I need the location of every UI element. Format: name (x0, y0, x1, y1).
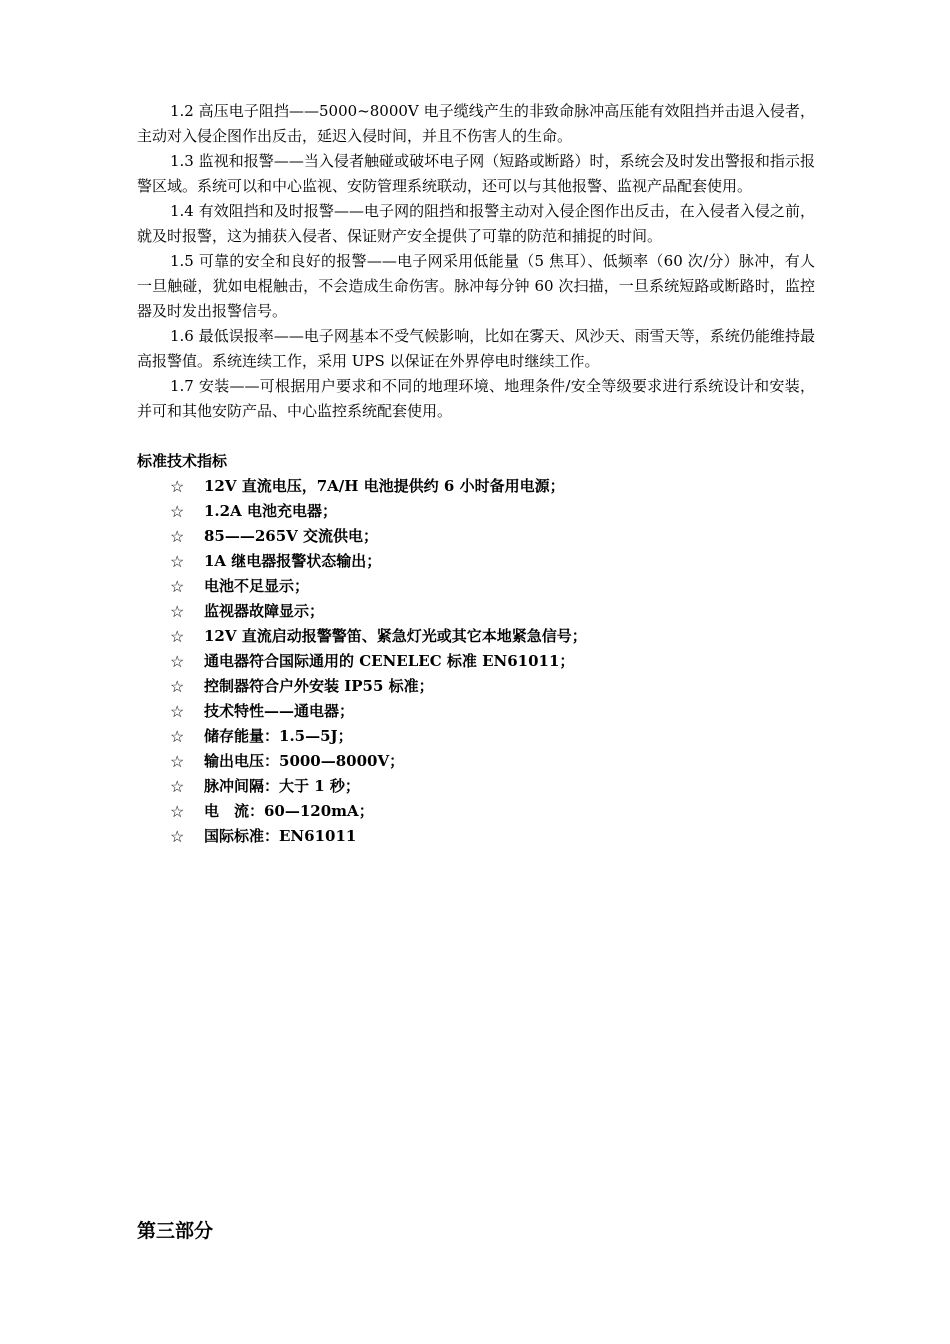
spec-item-text: 控制器符合户外安装 IP55 标准； (204, 677, 434, 695)
spec-item-text: 监视器故障显示； (204, 602, 325, 620)
spec-section-title: 标准技术指标 (137, 452, 228, 470)
paragraph-1-2: 1.2 高压电子阻挡——5000~8000V 电子缆线产生的非致命脉冲高压能有效阻挡并击退入侵者，主动对入侵企图作出反击，延迟入侵时间，并且不伤害人的生命。 (137, 102, 815, 145)
spec-item-text: 电 流：60—120mA； (204, 802, 374, 820)
document-body (137, 99, 815, 849)
spec-item (137, 599, 815, 624)
part-heading: 第三部分 (137, 1220, 214, 1242)
spec-list (137, 474, 815, 849)
spec-item (137, 499, 815, 524)
spec-item-text: 技术特性——通电器； (204, 702, 355, 720)
spec-item (137, 799, 815, 824)
spec-item (137, 549, 815, 574)
star-icon: ☆ (170, 527, 185, 546)
spec-item (137, 649, 815, 674)
star-icon: ☆ (170, 577, 185, 596)
spec-item (137, 574, 815, 599)
spec-item (137, 474, 815, 499)
spec-item (137, 724, 815, 749)
spec-item (137, 749, 815, 774)
spec-item (137, 524, 815, 549)
spec-item-text: 1A 继电器报警状态输出； (204, 552, 382, 570)
spec-item-text: 国际标准：EN61011 (204, 827, 357, 845)
star-icon: ☆ (170, 677, 185, 696)
star-icon: ☆ (170, 702, 185, 721)
star-icon: ☆ (170, 777, 185, 796)
star-icon: ☆ (170, 477, 185, 496)
spec-item-text: 储存能量：1.5—5J； (204, 727, 353, 745)
paragraph-1-7: 1.7 安装——可根据用户要求和不同的地理环境、地理条件/安全等级要求进行系统设计和安装，并可和其他安防产品、中心监控系统配套使用。 (137, 377, 815, 420)
spec-item-text: 通电器符合国际通用的 CENELEC 标准 EN61011； (204, 652, 575, 670)
spec-item-text: 12V 直流启动报警警笛、紧急灯光或其它本地紧急信号； (204, 627, 587, 645)
spec-item (137, 624, 815, 649)
spec-item-text: 输出电压：5000—8000V； (204, 752, 405, 770)
spec-item-text: 12V 直流电压，7A/H 电池提供约 6 小时备用电源； (204, 477, 565, 495)
star-icon: ☆ (170, 602, 185, 621)
spec-item-text: 85——265V 交流供电； (204, 527, 379, 545)
spec-item (137, 774, 815, 799)
star-icon: ☆ (170, 627, 185, 646)
star-icon: ☆ (170, 502, 185, 521)
spec-item (137, 824, 815, 849)
star-icon: ☆ (170, 652, 185, 671)
paragraph-1-6: 1.6 最低误报率——电子网基本不受气候影响，比如在雾天、风沙天、雨雪天等，系统仍能维持最高报警值。系统连续工作，采用 UPS 以保证在外界停电时继续工作。 (137, 327, 815, 370)
blank-line (137, 424, 815, 449)
paragraph-1-5: 1.5 可靠的安全和良好的报警——电子网采用低能量（5 焦耳）、低频率（60 次/分）脉冲，有人一旦触碰，犹如电棍触击，不会造成生命伤害。脉冲每分钟 60 次扫描，一旦系统短路或断路时，监控器及时发出报警信号。 (137, 252, 815, 320)
spec-item (137, 699, 815, 724)
spec-item (137, 674, 815, 699)
paragraph-1-3: 1.3 监视和报警——当入侵者触碰或破坏电子网（短路或断路）时，系统会及时发出警报和指示报警区域。系统可以和中心监视、安防管理系统联动，还可以与其他报警、监视产品配套使用。 (137, 152, 815, 195)
paragraph-1-4: 1.4 有效阻挡和及时报警——电子网的阻挡和报警主动对入侵企图作出反击，在入侵者入侵之前，就及时报警，这为捕获入侵者、保证财产安全提供了可靠的防范和捕捉的时间。 (137, 202, 815, 245)
star-icon: ☆ (170, 827, 185, 846)
star-icon: ☆ (170, 552, 185, 571)
star-icon: ☆ (170, 727, 185, 746)
spec-item-text: 电池不足显示； (204, 577, 310, 595)
spec-item-text: 脉冲间隔：大于 1 秒； (204, 777, 360, 795)
star-icon: ☆ (170, 752, 185, 771)
star-icon: ☆ (170, 802, 185, 821)
spec-item-text: 1.2A 电池充电器； (204, 502, 337, 520)
